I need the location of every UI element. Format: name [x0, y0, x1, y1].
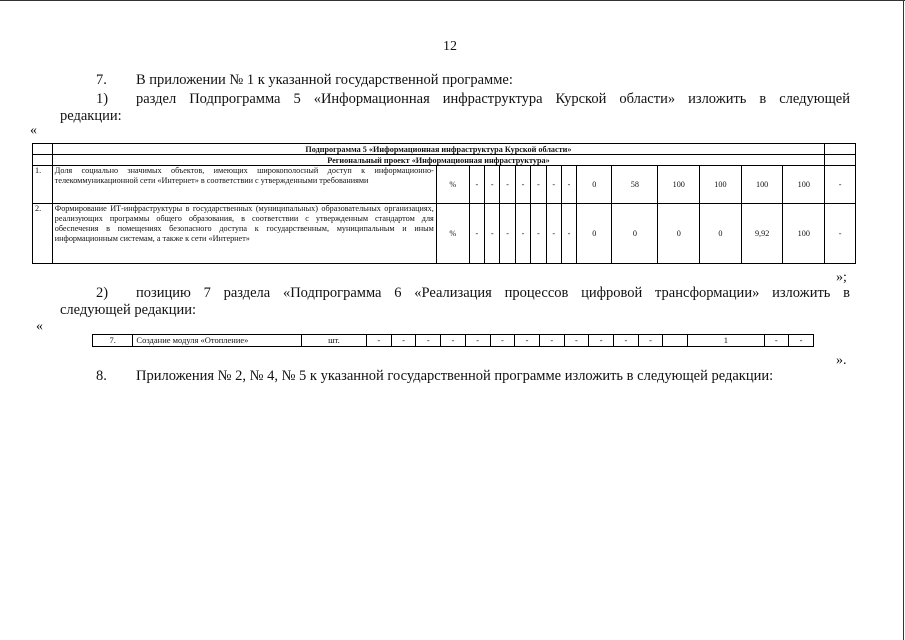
value-cell: - [561, 204, 576, 264]
value-cell: 0 [700, 204, 742, 264]
value-cell: - [391, 335, 416, 347]
subitem-1-number: 1) [96, 91, 109, 107]
subitem-2-line1: позицию 7 раздела «Подпрограмма 6 «Реализация процессов цифровой трансформации» изложить в [136, 285, 850, 301]
value-cell: - [465, 335, 490, 347]
value-cell: - [589, 335, 614, 347]
value-cell: 0 [658, 204, 700, 264]
indicator-name: Формирование ИТ-инфраструктуры в государственных (муниципальных) образовательных организациях, реализующих программы общего образования, в соответствии с утвержденным стандартом для обеспечения в помещениях безопасного доступа к государственным, муниципальным и иным информационным системам, а также к сети «Интернет» [52, 204, 436, 264]
value-cell: - [469, 166, 484, 204]
value-cell: - [789, 335, 814, 347]
value-cell: - [825, 204, 856, 264]
table-row [93, 335, 814, 347]
opening-quote: « [30, 123, 37, 138]
value-cell: - [561, 166, 576, 204]
value-cell: - [614, 335, 639, 347]
scan-border-right [903, 0, 904, 640]
value-cell: - [515, 204, 530, 264]
value-cell: 100 [783, 166, 825, 204]
value-cell: 100 [700, 166, 742, 204]
subitem-1-line2: редакции: [60, 108, 122, 124]
value-cell: - [564, 335, 589, 347]
unit-cell: % [436, 204, 469, 264]
opening-quote-2: « [36, 319, 43, 334]
subitem-1-line1: раздел Подпрограмма 5 «Информационная инфраструктура Курской области» изложить в следующей [136, 91, 850, 107]
value-cell: - [531, 204, 546, 264]
value-cell: - [490, 335, 515, 347]
item-7-number: 7. [96, 72, 107, 88]
value-cell: - [546, 204, 561, 264]
table-subtitle: Региональный проект «Информационная инфраструктура» [52, 155, 824, 166]
value-cell: - [531, 166, 546, 204]
value-cell: - [638, 335, 663, 347]
value-cell [663, 335, 688, 347]
value-cell: - [485, 166, 500, 204]
value-cell: 0 [612, 204, 658, 264]
table-edge-cell [825, 144, 856, 155]
value-cell: - [764, 335, 789, 347]
table-row [33, 166, 856, 204]
value-cell: - [441, 335, 466, 347]
indicator-name: Доля социально значимых объектов, имеющих широкополосный доступ к информационно-телекоммуникационной сети «Интернет» в соответствии с утвержденными требованиями [52, 166, 436, 204]
page-number: 12 [443, 39, 457, 54]
closing-quote-2: ». [836, 353, 847, 368]
item-8-number: 8. [96, 368, 107, 384]
table-row [33, 204, 856, 264]
value-cell: 0 [577, 166, 612, 204]
row-number: 2. [33, 204, 53, 264]
value-cell: 100 [658, 166, 700, 204]
table-title: Подпрограмма 5 «Информационная инфраструктура Курской области» [52, 144, 824, 155]
value-cell: 100 [783, 204, 825, 264]
value-cell: - [539, 335, 564, 347]
value-cell: - [546, 166, 561, 204]
value-cell: 1 [688, 335, 764, 347]
row-number: 1. [33, 166, 53, 204]
subitem-2-number: 2) [96, 285, 109, 301]
value-cell: 100 [741, 166, 783, 204]
table-edge-cell [825, 155, 856, 166]
item-7-text: В приложении № 1 к указанной государственной программе: [136, 72, 513, 88]
value-cell: - [515, 335, 540, 347]
value-cell: - [515, 166, 530, 204]
value-cell: - [416, 335, 441, 347]
table-edge-cell [33, 155, 53, 166]
row-number: 7. [93, 335, 133, 347]
table-edge-cell [33, 144, 53, 155]
position-7-table [92, 334, 814, 347]
subprogram-5-table [32, 143, 856, 264]
value-cell: 0 [577, 204, 612, 264]
value-cell: - [469, 204, 484, 264]
value-cell: 9,92 [741, 204, 783, 264]
value-cell: - [367, 335, 392, 347]
value-cell: - [825, 166, 856, 204]
scan-border-top [0, 0, 905, 1]
closing-quote: »; [836, 270, 847, 285]
value-cell: 58 [612, 166, 658, 204]
indicator-name: Создание модуля «Отопление» [133, 335, 301, 347]
value-cell: - [500, 204, 515, 264]
subitem-2-line2: следующей редакции: [60, 302, 197, 318]
value-cell: - [485, 204, 500, 264]
unit-cell: % [436, 166, 469, 204]
item-8-text: Приложения № 2, № 4, № 5 к указанной государственной программе изложить в следующей редакции: [136, 368, 774, 384]
unit-cell: шт. [301, 335, 366, 347]
value-cell: - [500, 166, 515, 204]
